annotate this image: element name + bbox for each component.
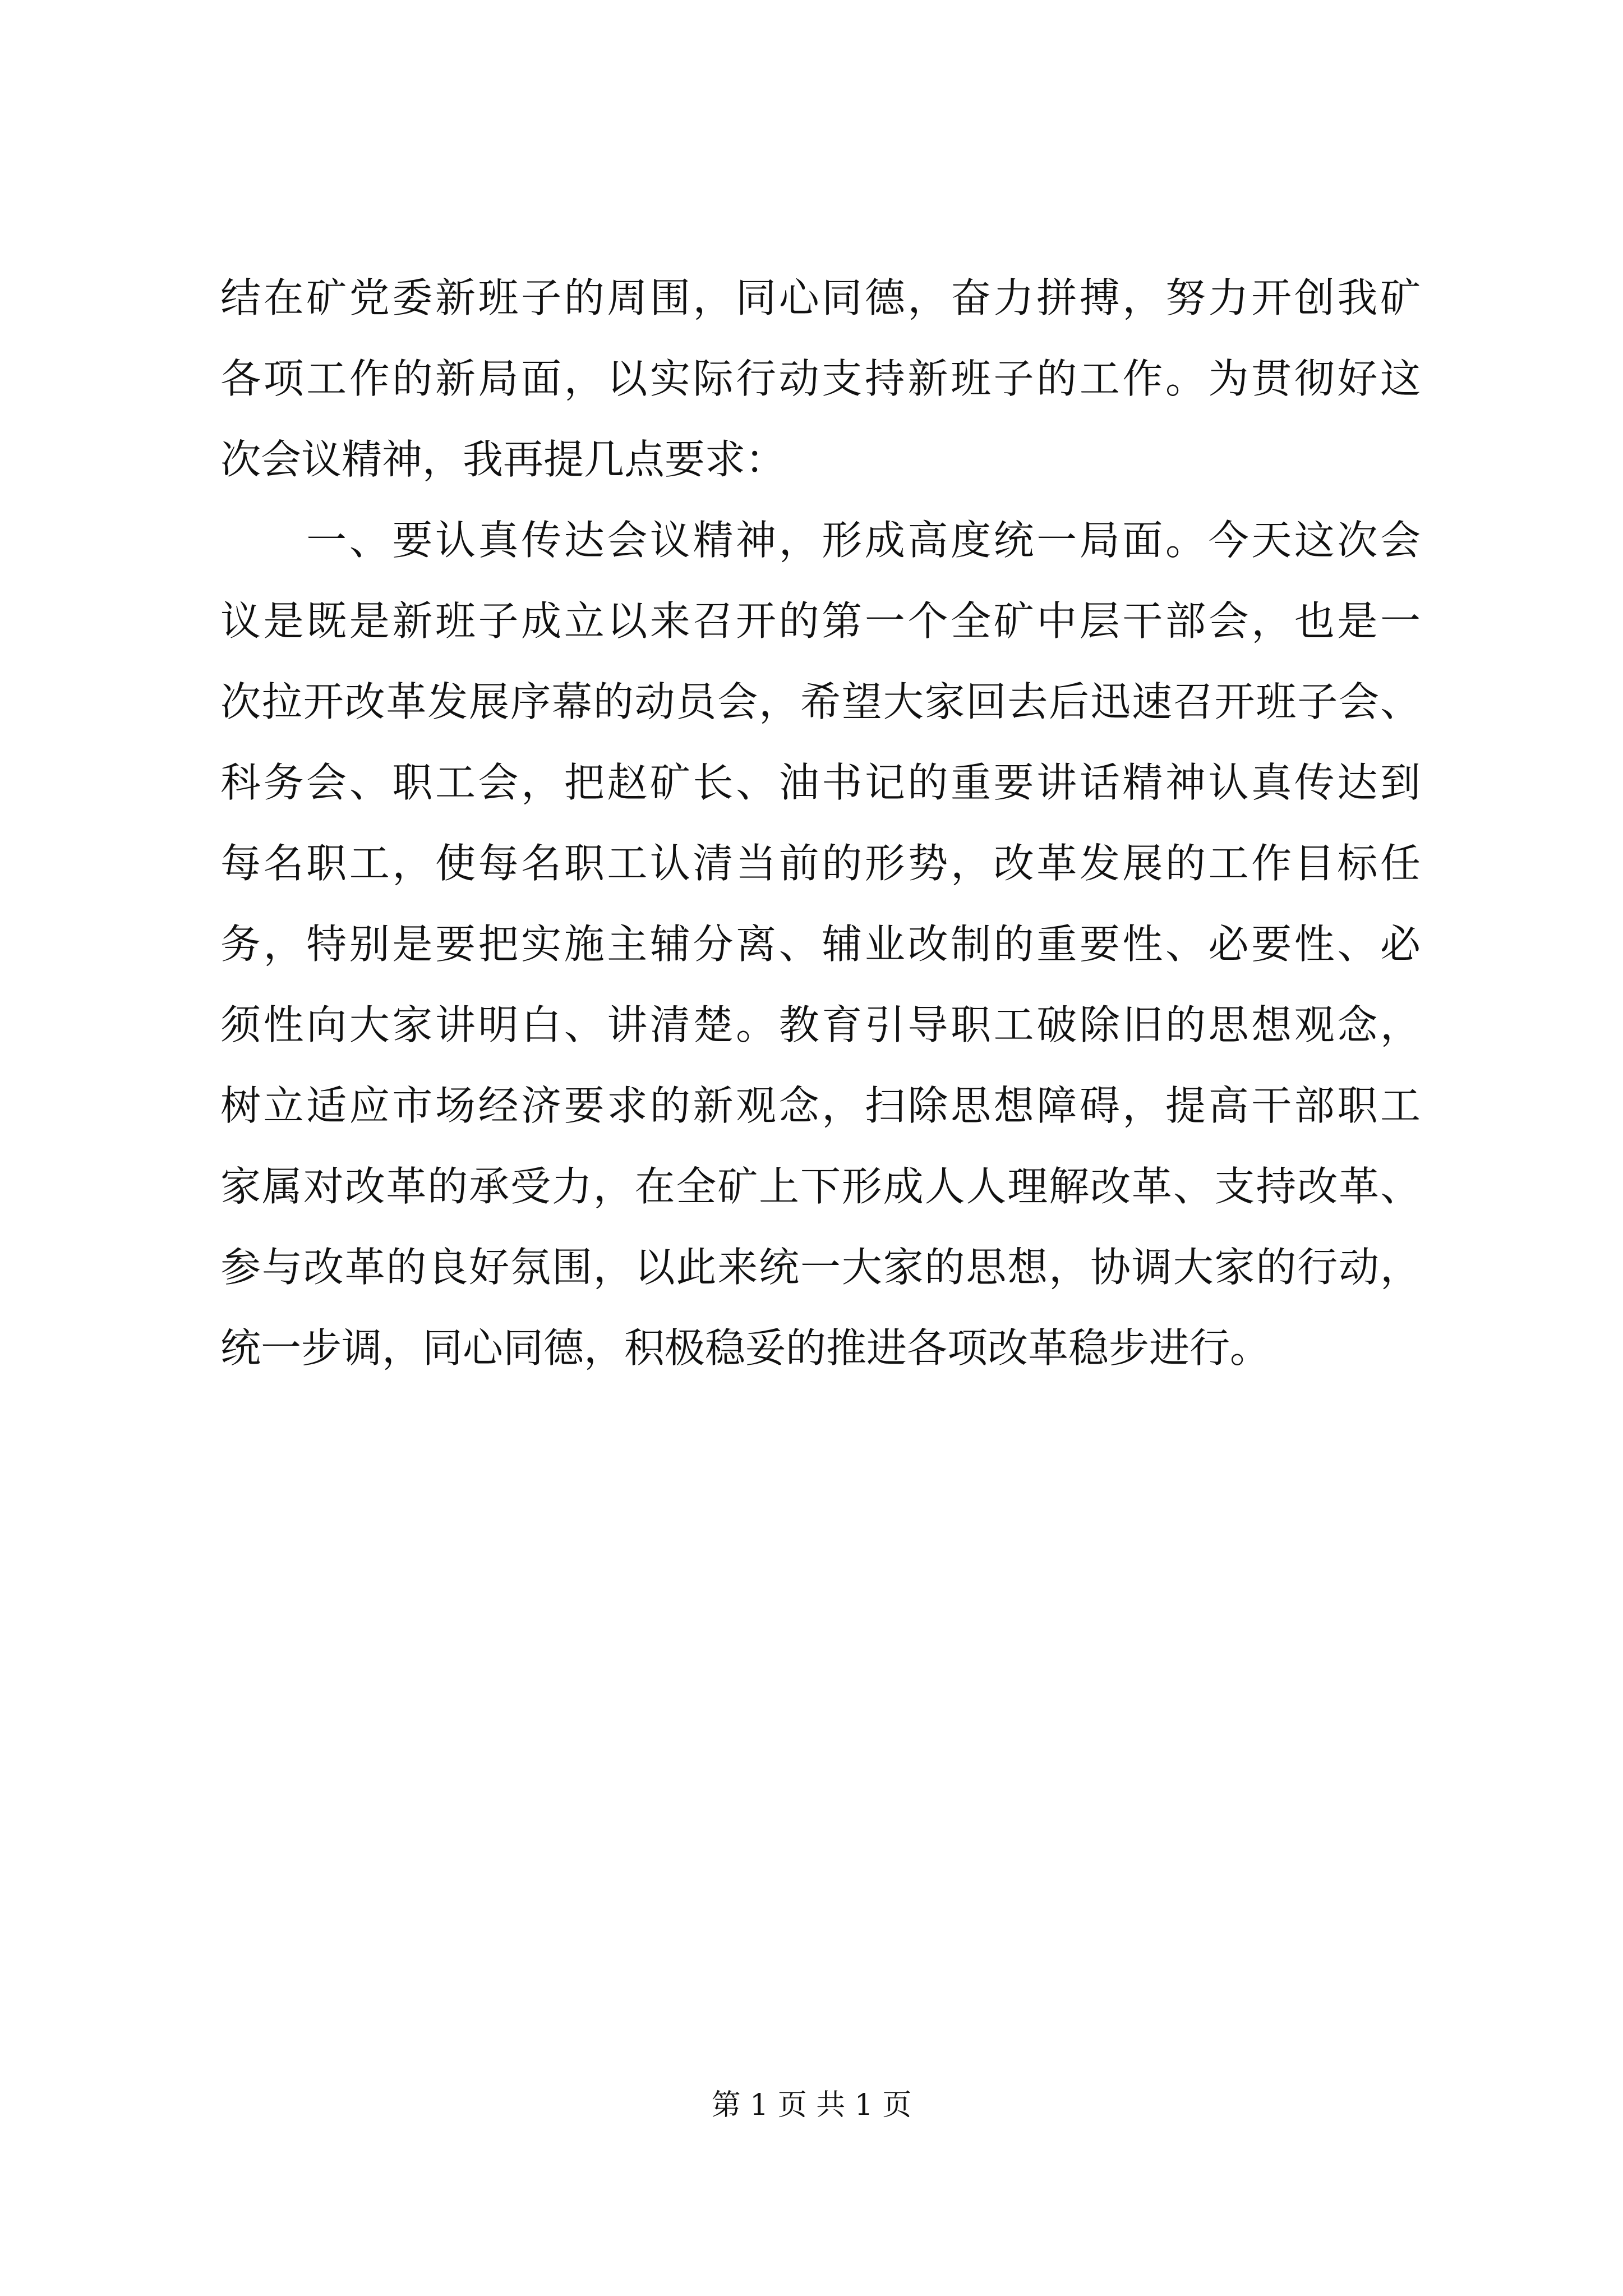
body-text-line: 一、要认真传达会议精神，形成高度统一局面。今天这次会 — [220, 517, 1421, 564]
body-text-line: 各项工作的新局面，以实际行动支持新班子的工作。为贯彻好这 — [220, 355, 1421, 402]
body-text-line: 家属对改革的承受力，在全矿上下形成人人理解改革、支持改革、 — [220, 1163, 1421, 1210]
body-text-line: 务，特别是要把实施主辅分离、辅业改制的重要性、必要性、必 — [220, 921, 1421, 968]
body-text-line: 统一步调，同心同德，积极稳妥的推进各项改革稳步进行。 — [220, 1324, 1271, 1372]
body-text-line: 次会议精神，我再提几点要求： — [220, 436, 786, 483]
body-text-line: 须性向大家讲明白、讲清楚。教育引导职工破除旧的思想观念， — [220, 1001, 1421, 1048]
body-text-line: 科务会、职工会，把赵矿长、油书记的重要讲话精神认真传达到 — [220, 759, 1421, 806]
body-text-line: 议是既是新班子成立以来召开的第一个全矿中层干部会，也是一 — [220, 597, 1421, 645]
body-text-line: 参与改革的良好氛围，以此来统一大家的思想，协调大家的行动， — [220, 1244, 1421, 1291]
body-text-line: 每名职工，使每名职工认清当前的形势，改革发展的工作目标任 — [220, 840, 1421, 887]
body-text-line: 结在矿党委新班子的周围，同心同德，奋力拼搏，努力开创我矿 — [220, 274, 1421, 321]
body-text-line: 次拉开改革发展序幕的动员会，希望大家回去后迅速召开班子会、 — [220, 678, 1421, 725]
body-text-line: 树立适应市场经济要求的新观念，扫除思想障碍，提高干部职工 — [220, 1082, 1421, 1129]
page-number-footer: 第 1 页 共 1 页 — [711, 2088, 912, 2122]
